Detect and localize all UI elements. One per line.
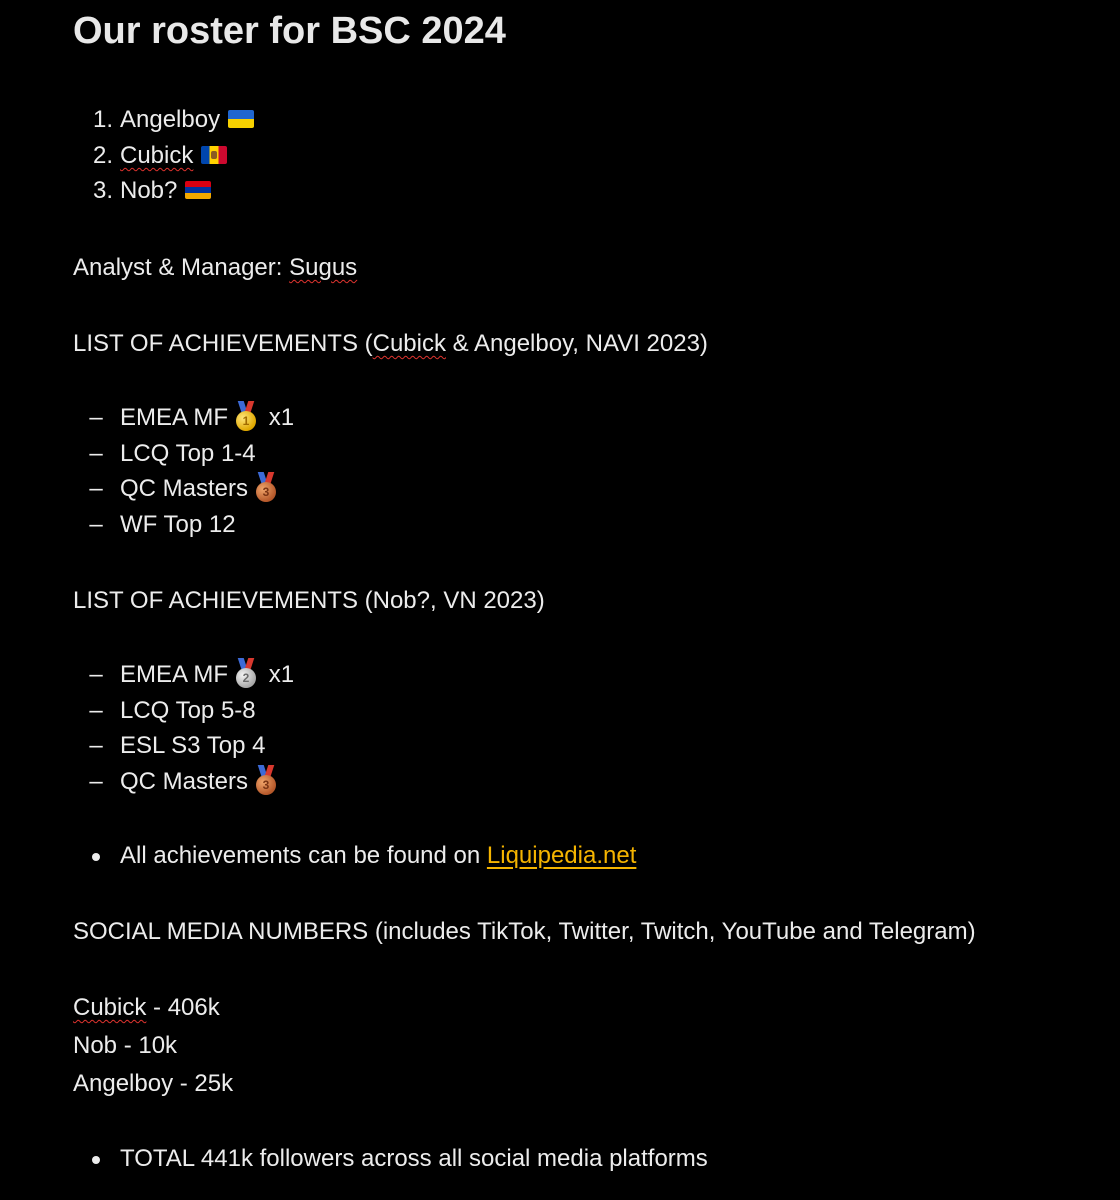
bronze-medal-icon [254,472,278,502]
dash-marker: – [89,511,103,538]
social-entry [73,993,220,1023]
gold-medal-icon [234,401,258,431]
dash-marker: – [89,732,103,759]
total-text: TOTAL 441k followers across all social media platforms [120,1145,708,1172]
follower-count: - 25k [173,1070,234,1097]
page-title: Our roster for BSC 2024 [73,10,506,52]
social-heading: SOCIAL MEDIA NUMBERS (includes TikTok, Twitter, Twitch, YouTube and Telegram) [73,918,976,945]
list-number: 2. [92,142,113,169]
achievement-text: EMEA MF [120,404,229,431]
achievement-text: WF Top 12 [120,511,236,538]
heading-text: & Angelboy, NAVI 2023) [445,330,708,357]
bullet-icon [92,1156,100,1164]
achievements-heading-vn: LIST OF ACHIEVEMENTS (Nob?, VN 2023) [73,587,545,614]
follower-count: - 10k [117,1032,178,1059]
achievement-text: EMEA MF [120,661,229,688]
player-name: Cubick [73,994,147,1021]
analyst-line [73,253,357,283]
achievement-text: LCQ Top 1-4 [120,440,256,467]
player-name: Nob [73,1032,118,1059]
medal-number: 1 [236,411,256,431]
achievement-text: ESL S3 Top 4 [120,732,266,759]
dash-marker: – [89,697,103,724]
heading-text: LIST OF ACHIEVEMENTS ( [73,330,373,357]
medal-number: 2 [236,668,256,688]
dash-marker: – [89,475,103,502]
moldova-flag-icon [201,146,227,164]
achievement-text: LCQ Top 5-8 [120,697,256,724]
bronze-medal-icon [254,765,278,795]
heading-player-name: Cubick [372,330,446,357]
analyst-label: Analyst & Manager: [73,254,290,281]
player-name: Angelboy [120,106,221,133]
list-number: 1. [92,106,113,133]
social-entry [73,1069,233,1099]
ukraine-flag-icon [228,110,254,128]
dash-marker: – [89,661,103,688]
list-number: 3. [92,177,113,204]
medal-number: 3 [256,482,276,502]
medal-number: 3 [256,775,276,795]
armenia-flag-icon [185,181,211,199]
dash-marker: – [89,440,103,467]
analyst-name: Sugus [289,254,358,281]
dash-marker: – [89,404,103,431]
player-name: Angelboy [73,1070,174,1097]
achievement-count: x1 [268,661,295,688]
achievements-heading-navi [73,329,708,359]
note-text: All achievements can be found on [120,842,487,869]
bullet-icon [92,853,100,861]
achievement-count: x1 [268,404,295,431]
achievement-text: QC Masters [120,768,249,795]
silver-medal-icon [234,658,258,688]
player-name: Nob? [120,177,178,204]
player-name: Cubick [120,142,194,169]
social-entry [73,1031,177,1061]
liquipedia-link[interactable]: Liquipedia.net [486,842,637,869]
follower-count: - 406k [146,994,220,1021]
dash-marker: – [89,768,103,795]
achievement-text: QC Masters [120,475,249,502]
